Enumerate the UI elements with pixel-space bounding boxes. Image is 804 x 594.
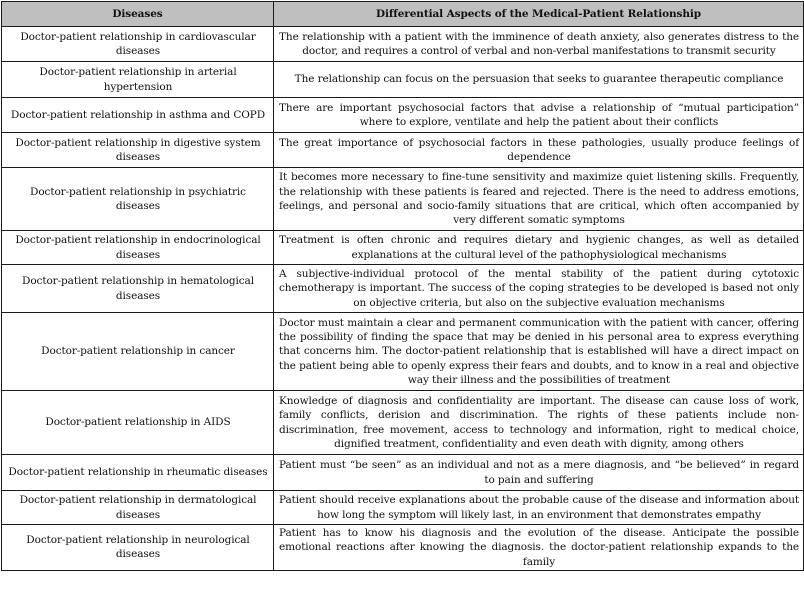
disease-cell: Doctor-patient relationship in asthma and COPD — [2, 98, 274, 133]
table-row — [2, 313, 804, 391]
aspect-cell: Knowledge of diagnosis and confidentiality are important. The disease can cause loss of work, family conflicts, derision and discrimination. The rights of these patients include non-discrimination, free movement, access to technology and information, right to medical choice, dignified treatment, confidentiality and even death with dignity, among others — [274, 391, 804, 455]
disease-cell: Doctor-patient relationship in endocrinological diseases — [2, 231, 274, 265]
table-row — [2, 455, 804, 491]
table-row — [2, 62, 804, 98]
table-header-row — [2, 2, 804, 27]
aspect-cell: The relationship with a patient with the imminence of death anxiety, also generates distress to the doctor, and requires a control of verbal and non-verbal manifestations to transmit security — [274, 27, 804, 62]
table-row — [2, 98, 804, 133]
table-row — [2, 27, 804, 62]
table-row — [2, 168, 804, 231]
table-row — [2, 231, 804, 265]
aspect-cell: It becomes more necessary to fine-tune sensitivity and maximize quiet listening skills. Frequently, the relationship with these patients is feared and rejected. There is the need to address emotions, feelings, and personal and socio-family situations that are critical, which often accompanied by very different somatic symptoms — [274, 168, 804, 231]
disease-cell: Doctor-patient relationship in hematological diseases — [2, 265, 274, 313]
disease-cell: Doctor-patient relationship in AIDS — [2, 391, 274, 455]
disease-cell: Doctor-patient relationship in arterial hypertension — [2, 62, 274, 98]
table-row — [2, 491, 804, 525]
disease-cell: Doctor-patient relationship in rheumatic diseases — [2, 455, 274, 491]
relationship-table-container — [1, 1, 803, 571]
table-row — [2, 133, 804, 168]
aspect-cell: Patient must “be seen” as an individual and not as a mere diagnosis, and “be believed” in regard to pain and suffering — [274, 455, 804, 491]
relationship-table — [1, 1, 804, 571]
disease-cell: Doctor-patient relationship in digestive system diseases — [2, 133, 274, 168]
aspect-cell: The relationship can focus on the persuasion that seeks to guarantee therapeutic compliance — [274, 62, 804, 98]
header-aspects: Differential Aspects of the Medical-Patient Relationship — [274, 2, 804, 27]
table-row — [2, 391, 804, 455]
aspect-cell: Doctor must maintain a clear and permanent communication with the patient with cancer, offering the possibility of finding the space that may be denied in his personal area to express everything that concerns him. The doctor-patient relationship that is established will have a direct impact on the patient being able to openly express their fears and doubts, and to know in a real and objective way their illness and the possibilities of treatment — [274, 313, 804, 391]
header-diseases: Diseases — [2, 2, 274, 27]
disease-cell: Doctor-patient relationship in cancer — [2, 313, 274, 391]
aspect-cell: There are important psychosocial factors that advise a relationship of “mutual participation” where to explore, ventilate and help the patient about their conflicts — [274, 98, 804, 133]
table-row — [2, 265, 804, 313]
aspect-cell: The great importance of psychosocial factors in these pathologies, usually produce feelings of dependence — [274, 133, 804, 168]
disease-cell: Doctor-patient relationship in cardiovascular diseases — [2, 27, 274, 62]
aspect-cell: Patient should receive explanations about the probable cause of the disease and information about how long the symptom will likely last, in an environment that demonstrates empathy — [274, 491, 804, 525]
disease-cell: Doctor-patient relationship in dermatological diseases — [2, 491, 274, 525]
aspect-cell: Patient has to know his diagnosis and the evolution of the disease. Anticipate the possible emotional reactions after knowing the diagnosis. the doctor-patient relationship expands to the family — [274, 525, 804, 571]
aspect-cell: Treatment is often chronic and requires dietary and hygienic changes, as well as detailed explanations at the cultural level of the pathophysiological mechanisms — [274, 231, 804, 265]
disease-cell: Doctor-patient relationship in neurological diseases — [2, 525, 274, 571]
aspect-cell: A subjective-individual protocol of the mental stability of the patient during cytotoxic chemotherapy is important. The success of the coping strategies to be developed is based not only on objective criteria, but also on the subjective evaluation mechanisms — [274, 265, 804, 313]
table-row — [2, 525, 804, 571]
disease-cell: Doctor-patient relationship in psychiatric diseases — [2, 168, 274, 231]
